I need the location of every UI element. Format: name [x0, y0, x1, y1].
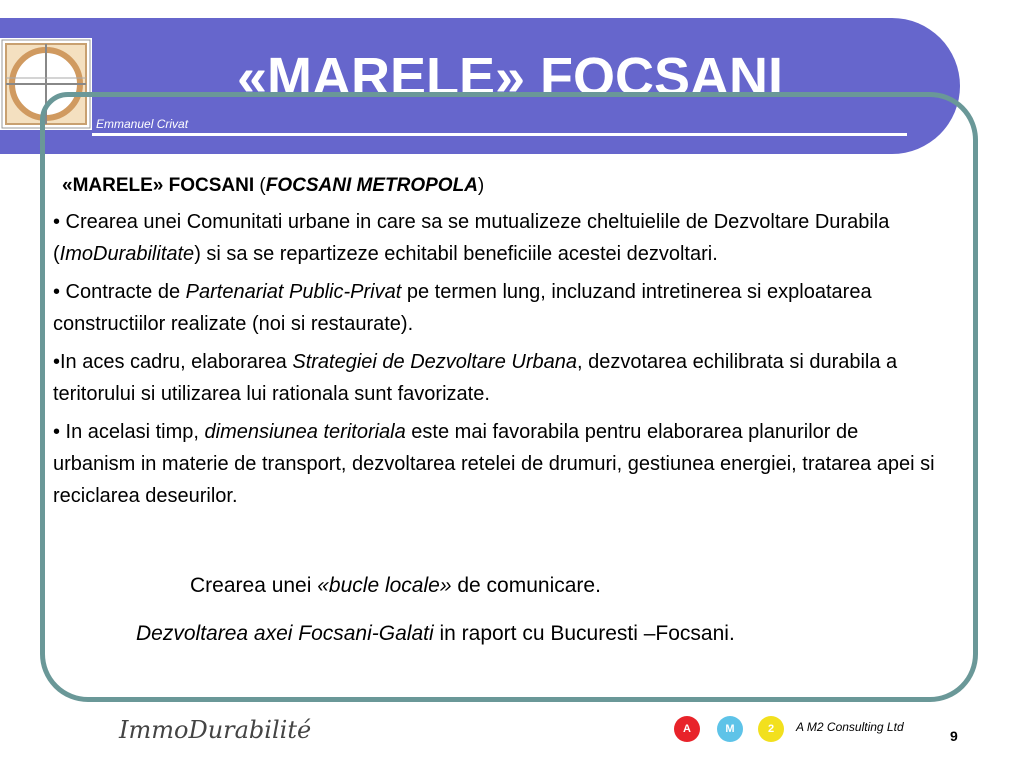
slide-content [53, 170, 943, 518]
slide-subtitle: «MARELE» FOCSANI (FOCSANI METROPOLA) [62, 175, 485, 196]
bullet-item: • Crearea unei Comunitati urbane in care sa se mutualizeze cheltuielile de Dezvoltare Durabila (ImoDurabilitate) si sa se repartizeze echitabil beneficiile acestei dezvoltari. [53, 211, 890, 265]
page-number: 9 [950, 728, 958, 744]
company-name: A M2 Consulting Ltd [796, 720, 904, 734]
axis-line: Dezvoltarea axei Focsani-Galati in raport cu Bucuresti –Focsani. [136, 622, 735, 645]
bullet-item: • Contracte de Partenariat Public-Privat pe termen lung, incluzand intretinerea si exploatarea constructiilor realizate (noi si restaurate). [53, 281, 872, 335]
bullet-item: • In acelasi timp, dimensiunea teritoriala este mai favorabila pentru elaborarea planurilor de urbanism in materie de transport, dezvoltarea retelei de drumuri, gestiunea energiei, tratarea apei si reciclarea deseurilor. [53, 421, 935, 507]
page-title: «MARELE» FOCSANI [236, 47, 784, 107]
author-name: Emmanuel Crivat [96, 117, 189, 131]
dot-a-icon: A [674, 716, 700, 742]
logo-text: ImmoDurabilité [119, 716, 312, 744]
dot-m-icon: M [717, 716, 743, 742]
local-loop-line: Crearea unei «bucle locale» de comunicare. [190, 574, 601, 597]
bullet-item: •In aces cadru, elaborarea Strategiei de Dezvoltare Urbana, dezvotarea echilibrata si durabila a teritorului si utilizarea lui rationala sunt favorizate. [53, 351, 898, 405]
dot-2-icon: 2 [758, 716, 784, 742]
immodurabilite-logo [115, 708, 312, 748]
